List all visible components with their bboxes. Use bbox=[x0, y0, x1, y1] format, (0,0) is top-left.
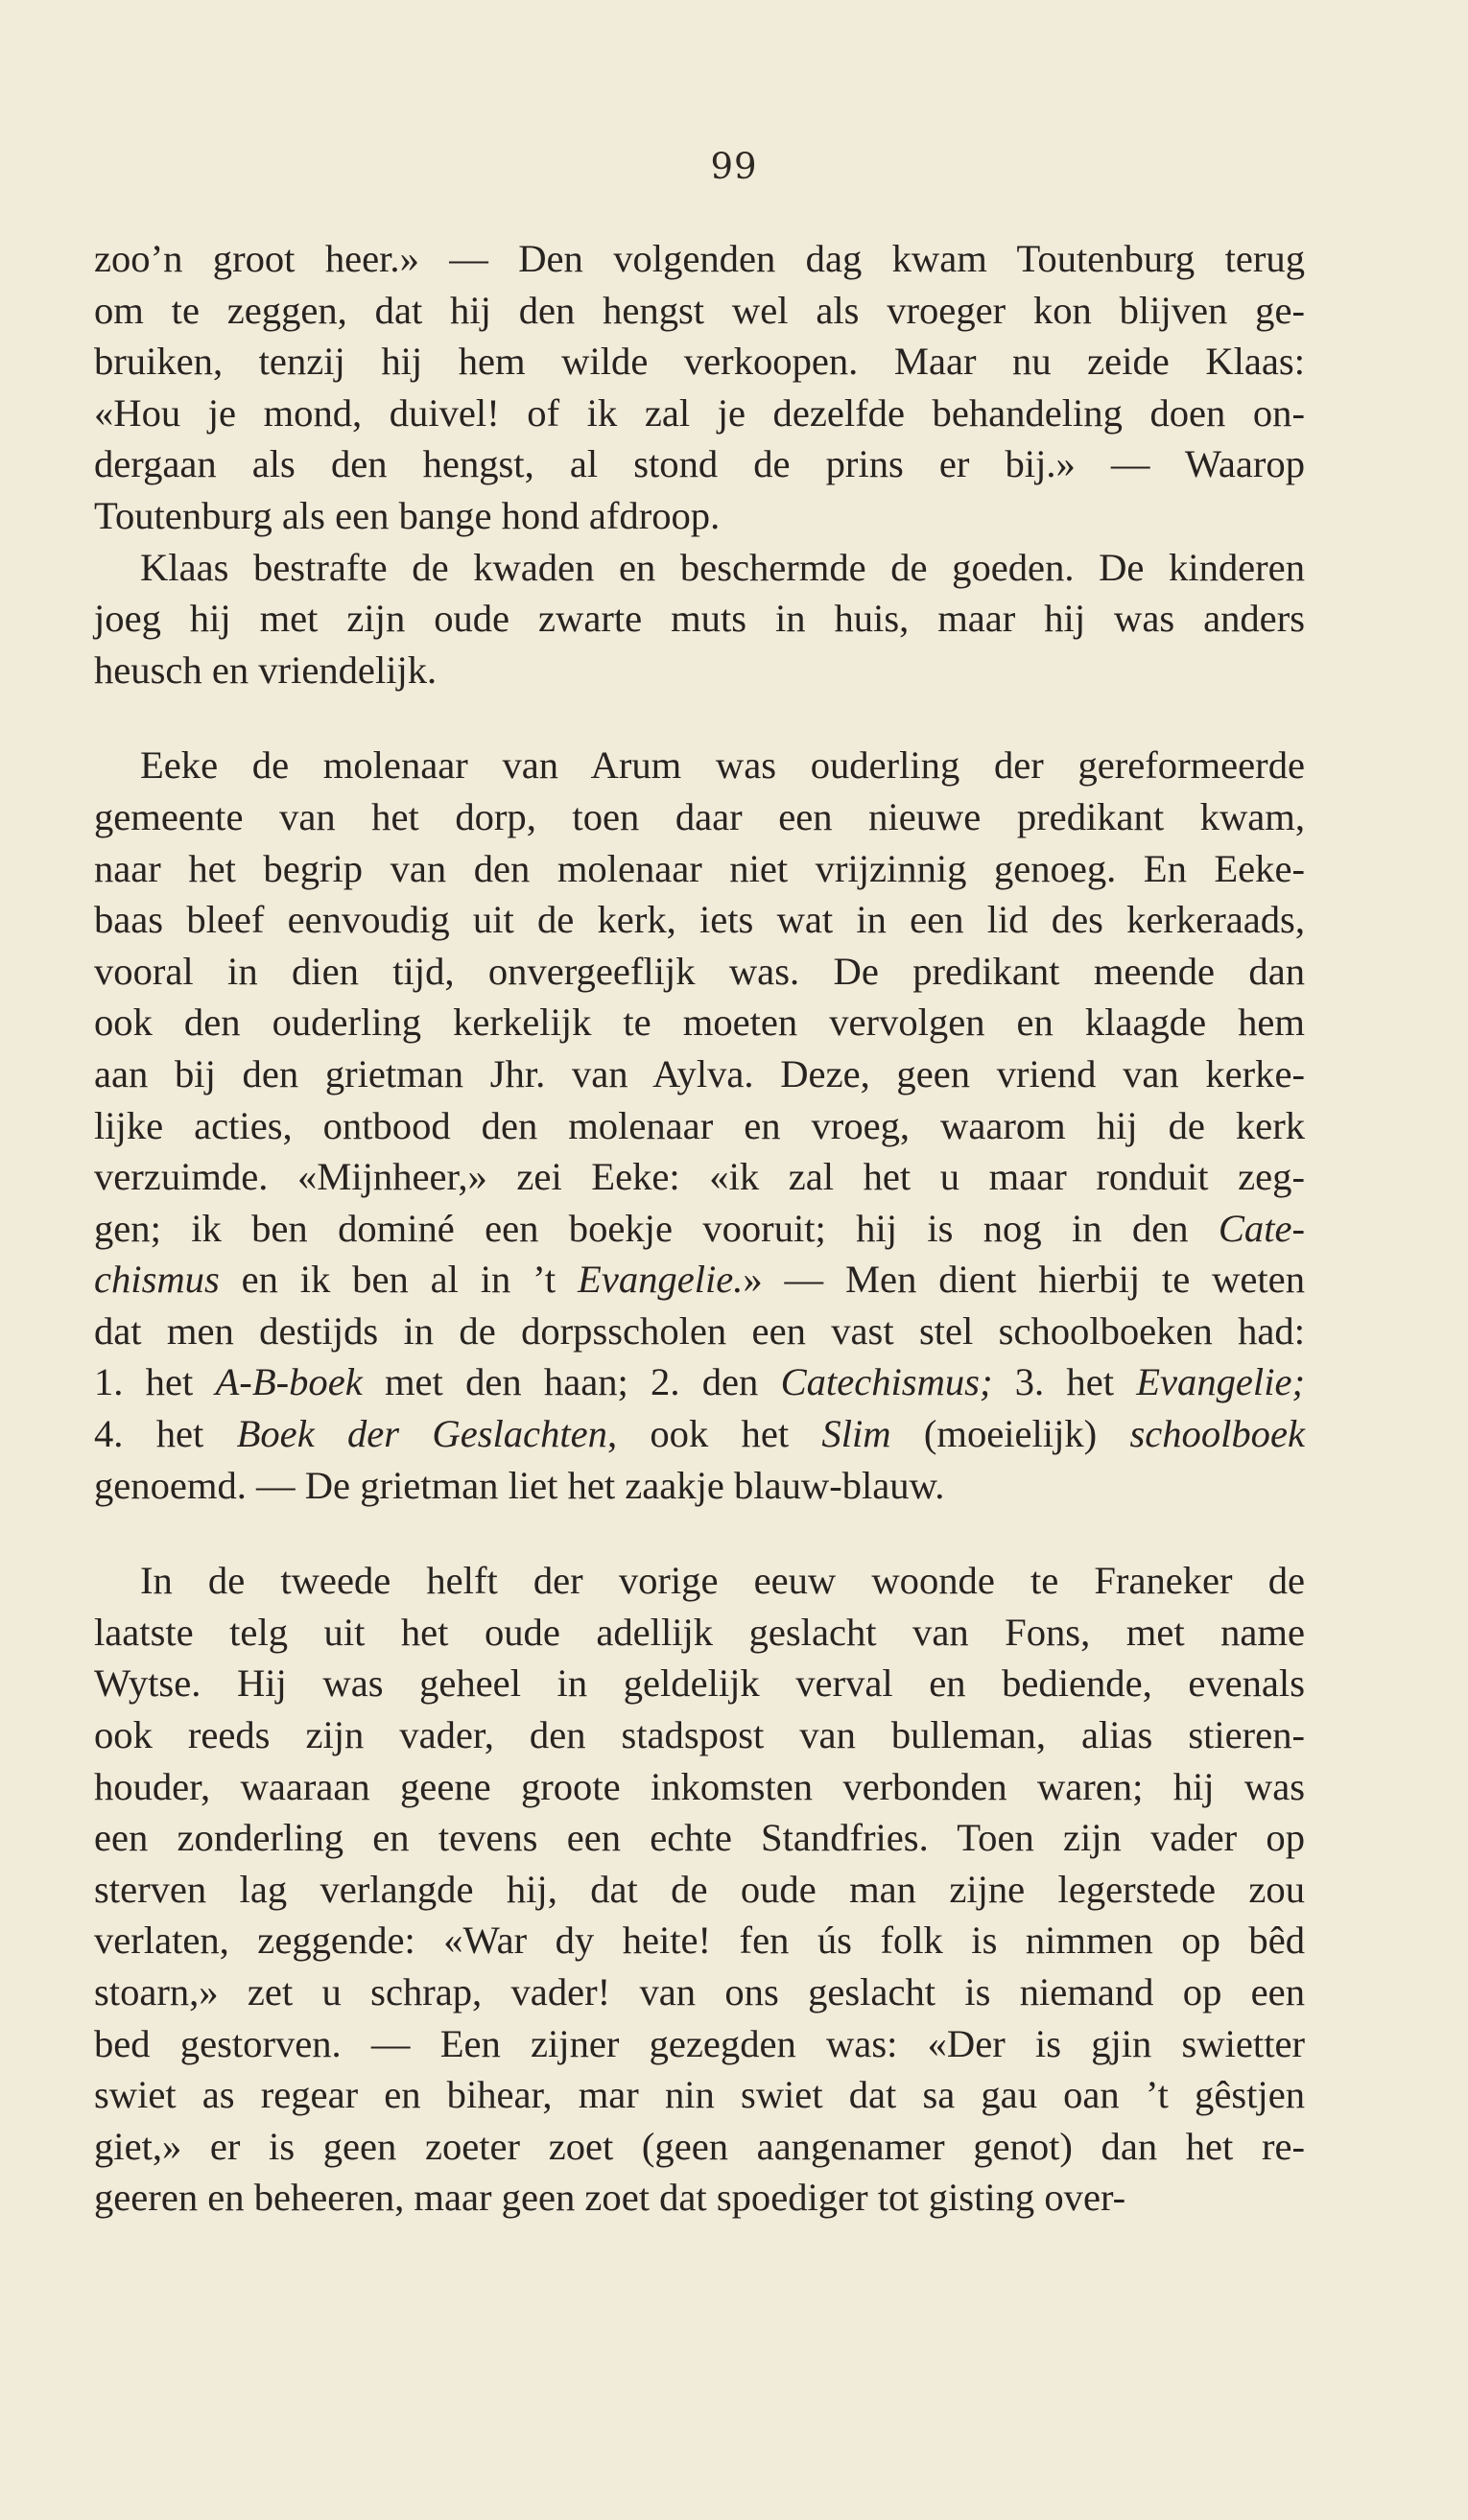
text-run: sterven lag verlangde hij, dat de oude man zijne legerstede zou bbox=[94, 1867, 1305, 1911]
text-run: zoo’n groot heer.» — Den volgenden dag kwam Toutenburg terug bbox=[94, 237, 1305, 280]
text-run: vooral in dien tijd, onvergeeflijk was. De predikant meende dan bbox=[94, 949, 1305, 993]
text-run: bruiken, tenzij hij hem wilde verkoopen. Maar nu zeide Klaas: bbox=[94, 340, 1305, 384]
text-run: heusch en vriendelijk. bbox=[94, 648, 438, 692]
text-line bbox=[94, 1607, 1305, 1659]
text-run: stoarn,» zet u schrap, vader! van ons geslacht is niemand op een bbox=[94, 1970, 1305, 2014]
text-line bbox=[94, 1967, 1305, 2018]
italic-text-run: schoolboek bbox=[1129, 1412, 1305, 1456]
text-line bbox=[94, 894, 1305, 946]
text-run: bed gestorven. — Een zijner gezegden was: «Der is gjin swietter bbox=[94, 2021, 1305, 2065]
text-line bbox=[94, 740, 1305, 791]
text-run: gemeente van het dorp, toen daar een nieuwe predikant kwam, bbox=[94, 794, 1305, 838]
text-line bbox=[94, 1100, 1305, 1152]
text-run: met den haan; 2. den bbox=[362, 1360, 781, 1404]
text-run: Toutenburg als een bange hond afdroop. bbox=[94, 493, 721, 537]
text-line bbox=[94, 843, 1305, 895]
text-run: een zonderling en tevens een echte Standfries. Toen zijn vader op bbox=[94, 1816, 1305, 1860]
paragraph bbox=[94, 740, 1305, 1511]
page-text bbox=[94, 233, 1305, 2224]
text-run: joeg hij met zijn oude zwarte muts in huis, maar hij was anders bbox=[94, 597, 1305, 641]
text-run: Wytse. Hij was geheel in geldelijk verval en bediende, evenals bbox=[94, 1661, 1305, 1706]
text-line bbox=[94, 1915, 1305, 1967]
text-run: houder, waaraan geene groote inkomsten verbonden waren; hij was bbox=[94, 1764, 1305, 1808]
text-run: naar het begrip van den molenaar niet vrijzinnig genoeg. En Eeke- bbox=[94, 846, 1305, 890]
text-run: In de tweede helft der vorige eeuw woonde te Franeker de bbox=[140, 1559, 1305, 1603]
text-run: aan bij den grietman Jhr. van Aylva. Deze, geen vriend van kerke- bbox=[94, 1051, 1305, 1095]
text-line bbox=[94, 2018, 1305, 2070]
text-line bbox=[94, 1151, 1305, 1203]
italic-text-run: Evangelie. bbox=[578, 1258, 744, 1302]
text-run: laatste telg uit het oude adellijk geslacht van Fons, met name bbox=[94, 1610, 1305, 1654]
paragraph bbox=[94, 1555, 1305, 2224]
text-run: dat men destijds in de dorpsscholen een vast stel schoolboeken had: bbox=[94, 1308, 1305, 1353]
text-line bbox=[94, 285, 1305, 337]
text-line bbox=[94, 1254, 1305, 1306]
text-run: lijke acties, ontbood den molenaar en vroeg, waarom hij de kerk bbox=[94, 1103, 1305, 1147]
text-line bbox=[94, 388, 1305, 439]
italic-text-run: Slim bbox=[821, 1412, 891, 1456]
paragraph bbox=[94, 233, 1305, 542]
text-run: 3. het bbox=[992, 1360, 1137, 1404]
italic-text-run: Evangelie; bbox=[1136, 1360, 1305, 1404]
text-line bbox=[94, 1306, 1305, 1357]
text-run: verlaten, zeggende: «War dy heite! fen ús folk is nimmen op bêd bbox=[94, 1919, 1305, 1963]
text-run: , ook het bbox=[606, 1412, 822, 1456]
text-line bbox=[94, 542, 1305, 594]
text-line bbox=[94, 1460, 1305, 1512]
text-line bbox=[94, 593, 1305, 645]
text-line bbox=[94, 1658, 1305, 1709]
text-line bbox=[94, 1356, 1305, 1408]
text-line bbox=[94, 1864, 1305, 1916]
text-run: Klaas bestrafte de kwaden en beschermde de goeden. De kinderen bbox=[140, 545, 1305, 589]
text-run: verzuimde. «Mijnheer,» zei Eeke: «ik zal het u maar ronduit zeg- bbox=[94, 1155, 1305, 1199]
text-line bbox=[94, 1048, 1305, 1100]
text-run: «Hou je mond, duivel! of ik zal je dezelfde behandeling doen on- bbox=[94, 390, 1305, 435]
text-run: 4. het bbox=[94, 1412, 237, 1456]
text-run: gen; ik ben dominé een boekje vooruit; hij is nog in den bbox=[94, 1206, 1219, 1250]
text-run: 1. het bbox=[94, 1360, 216, 1404]
text-run: Eeke de molenaar van Arum was ouderling der gereformeerde bbox=[140, 743, 1305, 788]
italic-text-run: Cate- bbox=[1218, 1206, 1305, 1250]
text-line bbox=[94, 233, 1305, 285]
text-run: en ik ben al in ’t bbox=[219, 1258, 579, 1302]
text-line bbox=[94, 997, 1305, 1048]
text-line bbox=[94, 2121, 1305, 2173]
text-line bbox=[94, 1812, 1305, 1864]
text-run: genoemd. — De grietman liet het zaakje blauw-blauw. bbox=[94, 1463, 945, 1507]
text-line bbox=[94, 1709, 1305, 1761]
text-line bbox=[94, 438, 1305, 490]
text-run: ook reeds zijn vader, den stadspost van bulleman, alias stieren- bbox=[94, 1713, 1305, 1757]
text-run: ook den ouderling kerkelijk te moeten vervolgen en klaagde hem bbox=[94, 1001, 1305, 1045]
text-line bbox=[94, 1408, 1305, 1460]
text-run: geeren en beheeren, maar geen zoet dat spoediger tot gisting over- bbox=[94, 2176, 1126, 2220]
text-line bbox=[94, 1761, 1305, 1813]
text-line bbox=[94, 2172, 1305, 2224]
text-line bbox=[94, 490, 1305, 542]
italic-text-run: Catechismus; bbox=[780, 1360, 993, 1404]
text-line bbox=[94, 336, 1305, 388]
text-run: dergaan als den hengst, al stond de prins er bij.» — Waarop bbox=[94, 442, 1305, 486]
text-line bbox=[94, 1555, 1305, 1607]
italic-text-run: Boek der Geslachten bbox=[236, 1412, 607, 1456]
italic-text-run: A-B-boek bbox=[215, 1360, 363, 1404]
text-run: (moeielijk) bbox=[890, 1412, 1130, 1456]
text-run: giet,» er is geen zoeter zoet (geen aangenamer genot) dan het re- bbox=[94, 2124, 1305, 2168]
text-run: om te zeggen, dat hij den hengst wel als vroeger kon blijven ge- bbox=[94, 288, 1305, 332]
text-line bbox=[94, 1203, 1305, 1255]
text-line bbox=[94, 645, 1305, 696]
paragraph bbox=[94, 542, 1305, 696]
text-line bbox=[94, 946, 1305, 998]
page-number: 99 bbox=[710, 146, 758, 187]
text-run: swiet as regear en bihear, mar nin swiet dat sa gau oan ’t gêstjen bbox=[94, 2073, 1305, 2117]
text-run: » — Men dient hierbij te weten bbox=[743, 1258, 1305, 1302]
text-run: baas bleef eenvoudig uit de kerk, iets wat in een lid des kerkeraads, bbox=[94, 898, 1305, 942]
text-line bbox=[94, 2069, 1305, 2121]
text-line bbox=[94, 791, 1305, 843]
italic-text-run: chismus bbox=[94, 1258, 220, 1302]
